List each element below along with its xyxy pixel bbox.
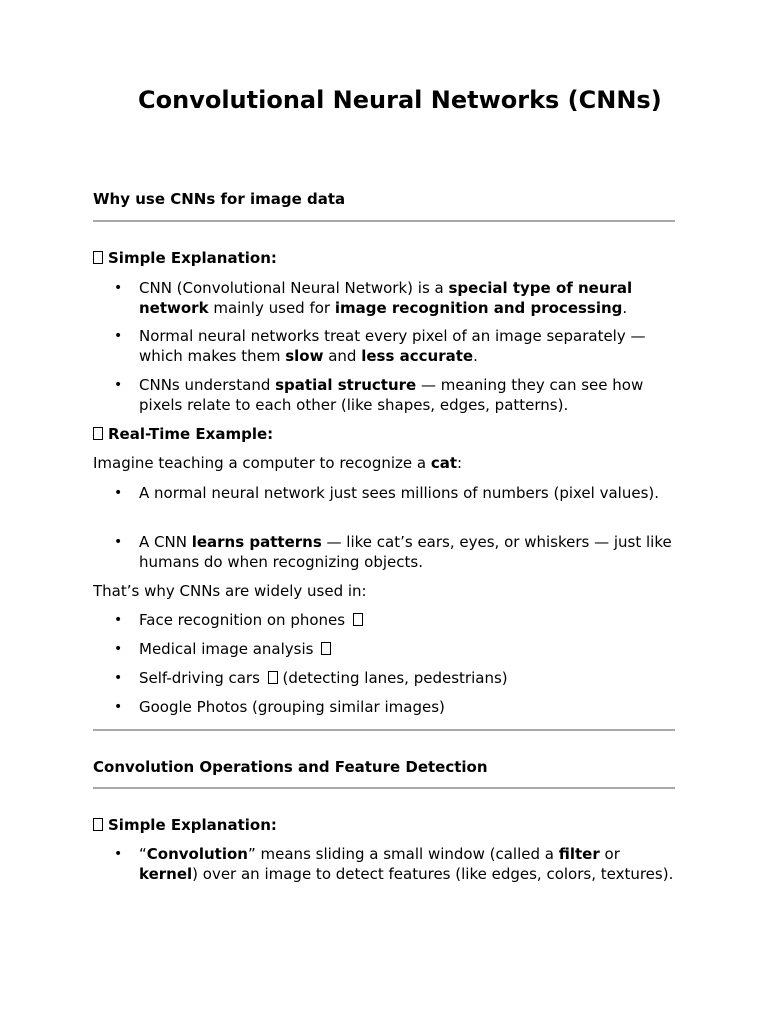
bullet-icon: • — [114, 534, 123, 550]
bullet-icon: • — [114, 612, 123, 628]
divider — [93, 787, 675, 789]
bullet-icon: • — [114, 641, 123, 657]
simple-explanation-heading: Simple Explanation: — [93, 248, 675, 268]
section-heading-convolution: Convolution Operations and Feature Detection — [93, 758, 488, 776]
missing-glyph-icon — [353, 613, 363, 626]
page-title-text: Convolutional Neural Networks (CNNs) — [138, 86, 662, 114]
divider — [93, 220, 675, 222]
bullet-icon: • — [114, 280, 123, 296]
real-time-example-heading: Real-Time Example: — [93, 424, 675, 444]
page-title — [93, 84, 693, 117]
missing-glyph-icon — [268, 671, 278, 684]
bullet-icon: • — [114, 846, 123, 862]
bullet-icon: • — [114, 670, 123, 686]
divider — [93, 729, 675, 731]
bullet-icon: • — [114, 699, 123, 715]
simple-explanation-heading: Simple Explanation: — [93, 815, 675, 835]
bullet-icon: • — [114, 377, 123, 393]
section-heading-why-cnns: Why use CNNs for image data — [93, 190, 346, 208]
bullet-icon: • — [114, 328, 123, 344]
paragraph: That’s why CNNs are widely used in: — [93, 582, 367, 600]
paragraph: Imagine teaching a computer to recognize a cat: — [93, 454, 463, 472]
missing-glyph-icon — [93, 818, 103, 831]
missing-glyph-icon — [93, 251, 103, 264]
missing-glyph-icon — [93, 427, 103, 440]
bullet-icon: • — [114, 485, 123, 501]
missing-glyph-icon — [321, 642, 331, 655]
